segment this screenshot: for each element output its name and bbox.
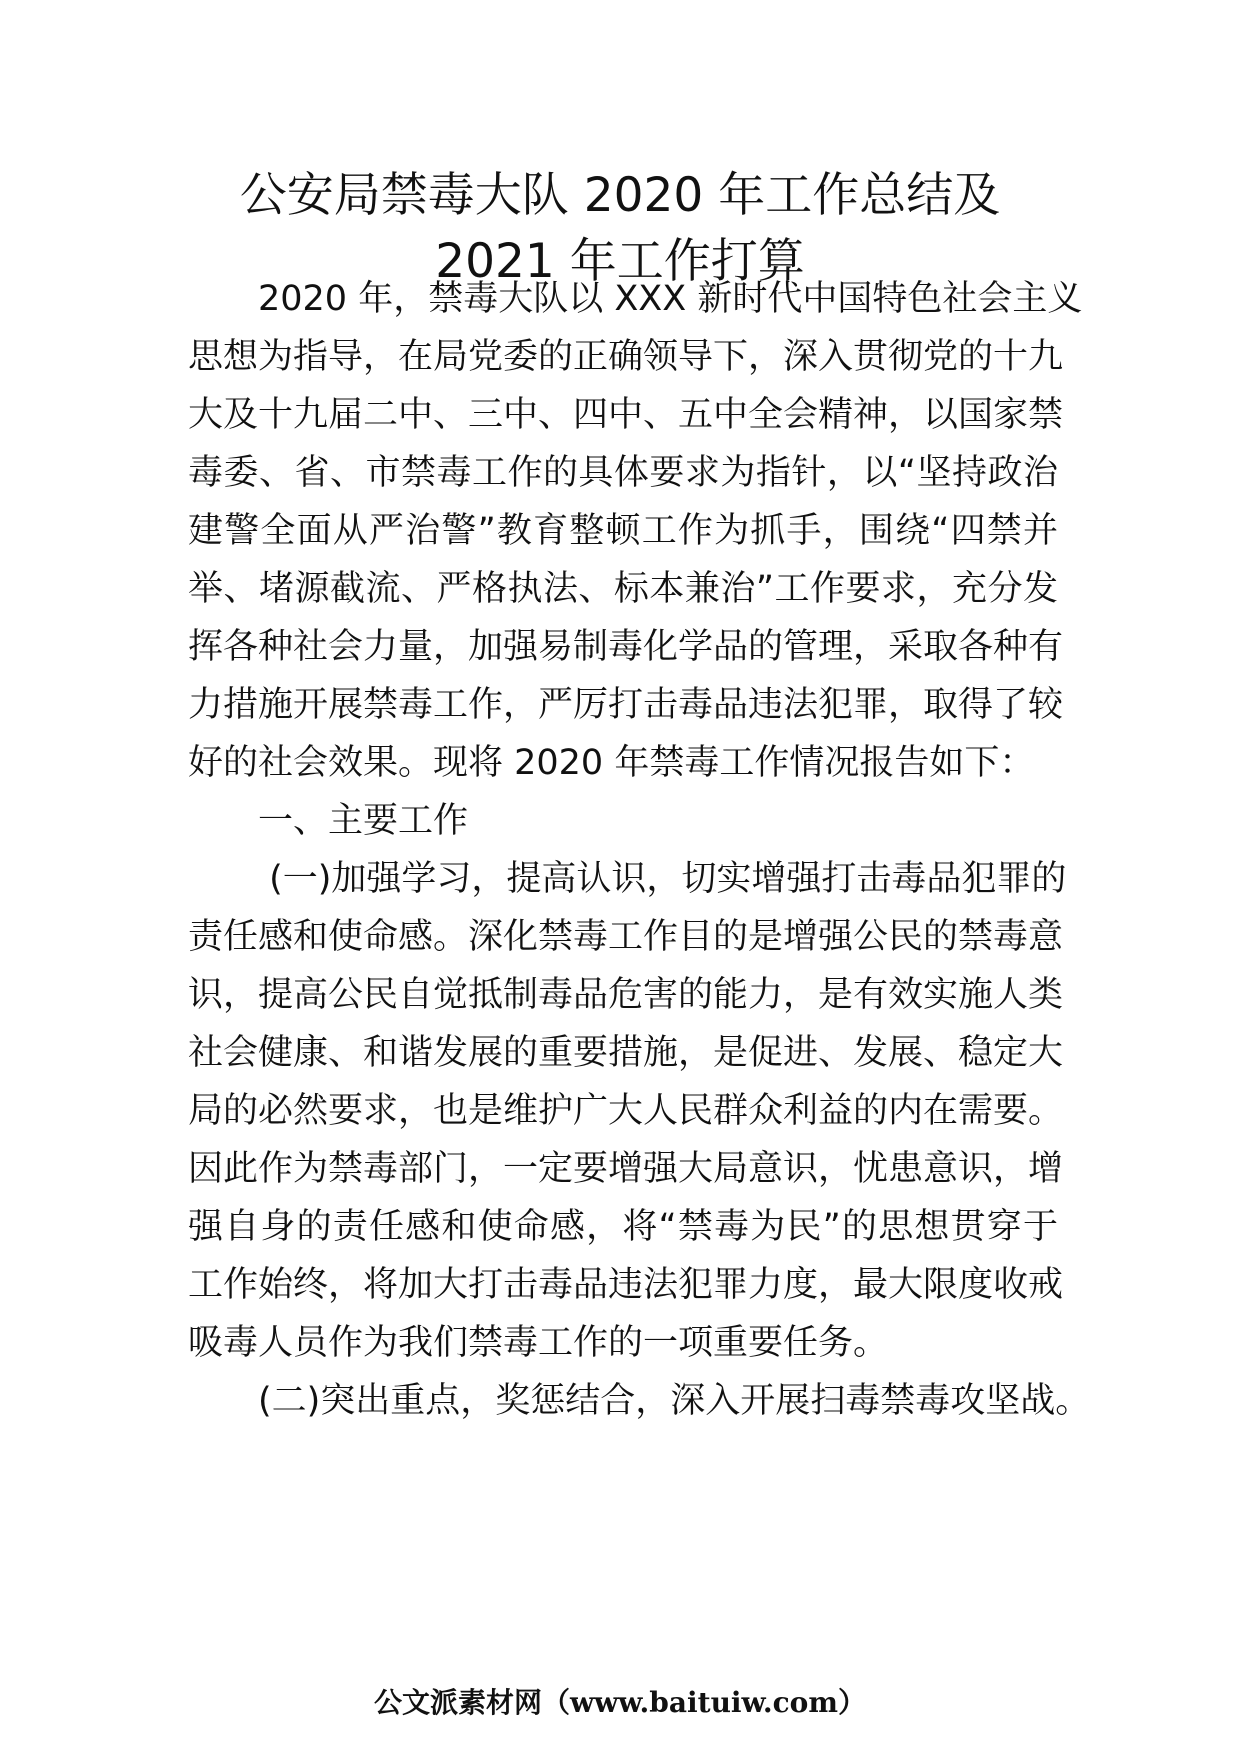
- body-line: 工作始终，将加大打击毒品违法犯罪力度，最大限度收戒: [188, 1265, 1064, 1305]
- body-line: 识，提高公民自觉抵制毒品危害的能力，是有效实施人类: [188, 975, 1064, 1015]
- body-line: 挥各种社会力量，加强易制毒化学品的管理，采取各种有: [188, 627, 1064, 667]
- document-title-line-2: 2021 年工作打算: [435, 234, 805, 289]
- body-line: 举、堵源截流、严格执法、标本兼治”工作要求，充分发: [188, 569, 1058, 609]
- section-heading: 一、主要工作: [188, 801, 469, 841]
- body-line: 因此作为禁毒部门，一定要增强大局意识，忧患意识，增: [188, 1149, 1064, 1189]
- body-line: 力措施开展禁毒工作，严厉打击毒品违法犯罪，取得了较: [188, 685, 1064, 725]
- body-line: 2020 年，禁毒大队以 XXX 新时代中国特色社会主义: [188, 279, 1083, 319]
- body-line: 社会健康、和谐发展的重要措施，是促进、发展、稳定大: [188, 1033, 1064, 1073]
- body-line: 大及十九届二中、三中、四中、五中全会精神，以国家禁: [188, 395, 1064, 435]
- footer-watermark: 公文派素材网（www.baituiw.com）: [374, 1686, 866, 1719]
- body-line: (二)突出重点，奖惩结合，深入开展扫毒禁毒攻坚战。: [188, 1381, 1091, 1421]
- body-line: 建警全面从严治警”教育整顿工作为抓手，围绕“四禁并: [188, 511, 1058, 551]
- body-line: (一)加强学习，提高认识，切实增强打击毒品犯罪的: [188, 859, 1067, 899]
- body-line: 局的必然要求，也是维护广大人民群众利益的内在需要。: [188, 1091, 1064, 1131]
- body-line: 思想为指导，在局党委的正确领导下，深入贯彻党的十九: [188, 337, 1064, 377]
- body-line: 强自身的责任感和使命感，将“禁毒为民”的思想贯穿于: [188, 1207, 1058, 1247]
- body-line: 责任感和使命感。深化禁毒工作目的是增强公民的禁毒意: [188, 917, 1064, 957]
- body-line: 吸毒人员作为我们禁毒工作的一项重要任务。: [188, 1323, 889, 1363]
- body-line: 好的社会效果。现将 2020 年禁毒工作情况报告如下：: [188, 743, 1035, 783]
- document-title-line-1: 公安局禁毒大队 2020 年工作总结及: [239, 168, 1001, 223]
- body-line: 毒委、省、市禁毒工作的具体要求为指针，以“坚持政治: [188, 453, 1058, 493]
